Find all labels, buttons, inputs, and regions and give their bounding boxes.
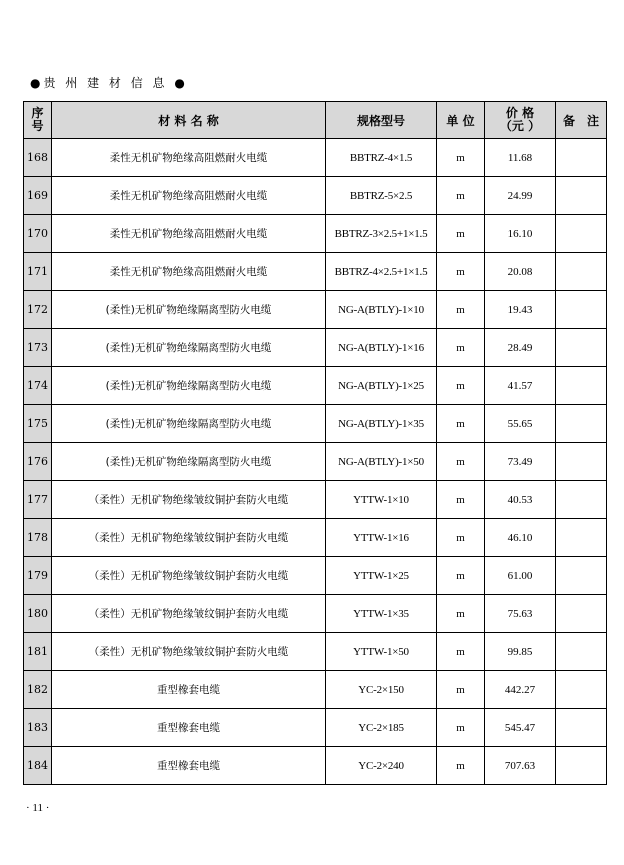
table-row <box>24 405 607 443</box>
row-serial-number: 175 <box>24 405 52 443</box>
row-serial-number: 181 <box>24 633 52 671</box>
header-specification: 规格型号 <box>326 102 437 139</box>
row-serial-number: 168 <box>24 139 52 177</box>
row-unit: m <box>437 291 485 329</box>
header-price <box>485 102 556 139</box>
header-serial-number <box>24 102 52 139</box>
row-unit: m <box>437 595 485 633</box>
row-specification: YTTW-1×50 <box>326 633 437 671</box>
row-material-name: （柔性）无机矿物绝缘皱纹铜护套防火电缆 <box>52 595 326 633</box>
row-unit: m <box>437 215 485 253</box>
row-material-name: 柔性无机矿物绝缘高阻燃耐火电缆 <box>52 177 326 215</box>
table-row <box>24 253 607 291</box>
row-unit: m <box>437 329 485 367</box>
table-header-row <box>24 102 607 139</box>
row-remark <box>556 329 607 367</box>
row-serial-number: 180 <box>24 595 52 633</box>
table-row <box>24 215 607 253</box>
row-specification: YTTW-1×35 <box>326 595 437 633</box>
table-row <box>24 481 607 519</box>
table-row <box>24 519 607 557</box>
row-price: 24.99 <box>485 177 556 215</box>
row-unit: m <box>437 367 485 405</box>
table-body <box>24 139 607 785</box>
row-unit: m <box>437 481 485 519</box>
header-unit: 单 位 <box>437 102 485 139</box>
row-serial-number: 169 <box>24 177 52 215</box>
row-price: 73.49 <box>485 443 556 481</box>
row-serial-number: 170 <box>24 215 52 253</box>
row-unit: m <box>437 253 485 291</box>
row-serial-number: 174 <box>24 367 52 405</box>
page-number: · 11 · <box>26 802 50 814</box>
row-remark <box>556 595 607 633</box>
row-specification: BBTRZ-5×2.5 <box>326 177 437 215</box>
row-serial-number: 179 <box>24 557 52 595</box>
row-price: 707.63 <box>485 747 556 785</box>
table-row <box>24 329 607 367</box>
row-material-name: (柔性)无机矿物绝缘隔离型防火电缆 <box>52 405 326 443</box>
row-serial-number: 171 <box>24 253 52 291</box>
row-material-name: 柔性无机矿物绝缘高阻燃耐火电缆 <box>52 215 326 253</box>
row-serial-number: 183 <box>24 709 52 747</box>
row-price: 99.85 <box>485 633 556 671</box>
row-remark <box>556 291 607 329</box>
row-specification: BBTRZ-3×2.5+1×1.5 <box>326 215 437 253</box>
row-serial-number: 177 <box>24 481 52 519</box>
row-remark <box>556 253 607 291</box>
table-row <box>24 367 607 405</box>
header-remark: 备 注 <box>556 102 607 139</box>
row-remark <box>556 139 607 177</box>
header-serial-number-line2: 号 <box>31 119 44 133</box>
row-specification: NG-A(BTLY)-1×10 <box>326 291 437 329</box>
row-serial-number: 178 <box>24 519 52 557</box>
row-price: 41.57 <box>485 367 556 405</box>
row-remark <box>556 519 607 557</box>
row-price: 545.47 <box>485 709 556 747</box>
row-price: 55.65 <box>485 405 556 443</box>
publication-header: ●贵 州 建 材 信 息 ● <box>30 76 188 90</box>
row-remark <box>556 481 607 519</box>
row-serial-number: 173 <box>24 329 52 367</box>
row-price: 20.08 <box>485 253 556 291</box>
row-material-name: (柔性)无机矿物绝缘隔离型防火电缆 <box>52 443 326 481</box>
header-price-line2: （元 ） <box>499 119 541 133</box>
row-price: 19.43 <box>485 291 556 329</box>
row-specification: YTTW-1×10 <box>326 481 437 519</box>
row-specification: YC-2×150 <box>326 671 437 709</box>
row-material-name: 重型橡套电缆 <box>52 747 326 785</box>
row-remark <box>556 177 607 215</box>
row-price: 46.10 <box>485 519 556 557</box>
row-material-name: (柔性)无机矿物绝缘隔离型防火电缆 <box>52 291 326 329</box>
row-material-name: （柔性）无机矿物绝缘皱纹铜护套防火电缆 <box>52 633 326 671</box>
row-specification: NG-A(BTLY)-1×35 <box>326 405 437 443</box>
row-material-name: 柔性无机矿物绝缘高阻燃耐火电缆 <box>52 139 326 177</box>
row-remark <box>556 405 607 443</box>
row-unit: m <box>437 709 485 747</box>
row-unit: m <box>437 405 485 443</box>
row-material-name: 重型橡套电缆 <box>52 709 326 747</box>
row-material-name: （柔性）无机矿物绝缘皱纹铜护套防火电缆 <box>52 557 326 595</box>
row-specification: YTTW-1×25 <box>326 557 437 595</box>
row-specification: BBTRZ-4×1.5 <box>326 139 437 177</box>
header-price-line1: 价 格 <box>505 106 535 120</box>
row-unit: m <box>437 177 485 215</box>
row-remark <box>556 709 607 747</box>
row-unit: m <box>437 671 485 709</box>
row-serial-number: 172 <box>24 291 52 329</box>
row-remark <box>556 443 607 481</box>
row-unit: m <box>437 557 485 595</box>
row-price: 16.10 <box>485 215 556 253</box>
row-price: 28.49 <box>485 329 556 367</box>
row-material-name: (柔性)无机矿物绝缘隔离型防火电缆 <box>52 367 326 405</box>
row-specification: NG-A(BTLY)-1×25 <box>326 367 437 405</box>
row-remark <box>556 367 607 405</box>
row-remark <box>556 215 607 253</box>
table-row <box>24 747 607 785</box>
table-row <box>24 177 607 215</box>
row-price: 442.27 <box>485 671 556 709</box>
row-remark <box>556 747 607 785</box>
row-price: 75.63 <box>485 595 556 633</box>
table-row <box>24 443 607 481</box>
row-price: 40.53 <box>485 481 556 519</box>
table-row <box>24 633 607 671</box>
row-remark <box>556 557 607 595</box>
row-specification: NG-A(BTLY)-1×16 <box>326 329 437 367</box>
table-row <box>24 595 607 633</box>
table-row <box>24 139 607 177</box>
row-price: 11.68 <box>485 139 556 177</box>
table-row <box>24 557 607 595</box>
material-price-table <box>23 101 607 785</box>
row-serial-number: 182 <box>24 671 52 709</box>
row-unit: m <box>437 747 485 785</box>
table-row <box>24 671 607 709</box>
row-specification: NG-A(BTLY)-1×50 <box>326 443 437 481</box>
header-serial-number-line1: 序 <box>31 106 44 120</box>
row-material-name: （柔性）无机矿物绝缘皱纹铜护套防火电缆 <box>52 519 326 557</box>
row-material-name: （柔性）无机矿物绝缘皱纹铜护套防火电缆 <box>52 481 326 519</box>
row-serial-number: 176 <box>24 443 52 481</box>
row-specification: BBTRZ-4×2.5+1×1.5 <box>326 253 437 291</box>
table-row <box>24 709 607 747</box>
row-specification: YTTW-1×16 <box>326 519 437 557</box>
row-specification: YC-2×240 <box>326 747 437 785</box>
row-serial-number: 184 <box>24 747 52 785</box>
header-material-name: 材 料 名 称 <box>52 102 326 139</box>
row-specification: YC-2×185 <box>326 709 437 747</box>
row-price: 61.00 <box>485 557 556 595</box>
row-unit: m <box>437 633 485 671</box>
row-unit: m <box>437 443 485 481</box>
row-material-name: (柔性)无机矿物绝缘隔离型防火电缆 <box>52 329 326 367</box>
row-unit: m <box>437 519 485 557</box>
row-remark <box>556 633 607 671</box>
row-material-name: 柔性无机矿物绝缘高阻燃耐火电缆 <box>52 253 326 291</box>
row-material-name: 重型橡套电缆 <box>52 671 326 709</box>
row-remark <box>556 671 607 709</box>
table-row <box>24 291 607 329</box>
row-unit: m <box>437 139 485 177</box>
